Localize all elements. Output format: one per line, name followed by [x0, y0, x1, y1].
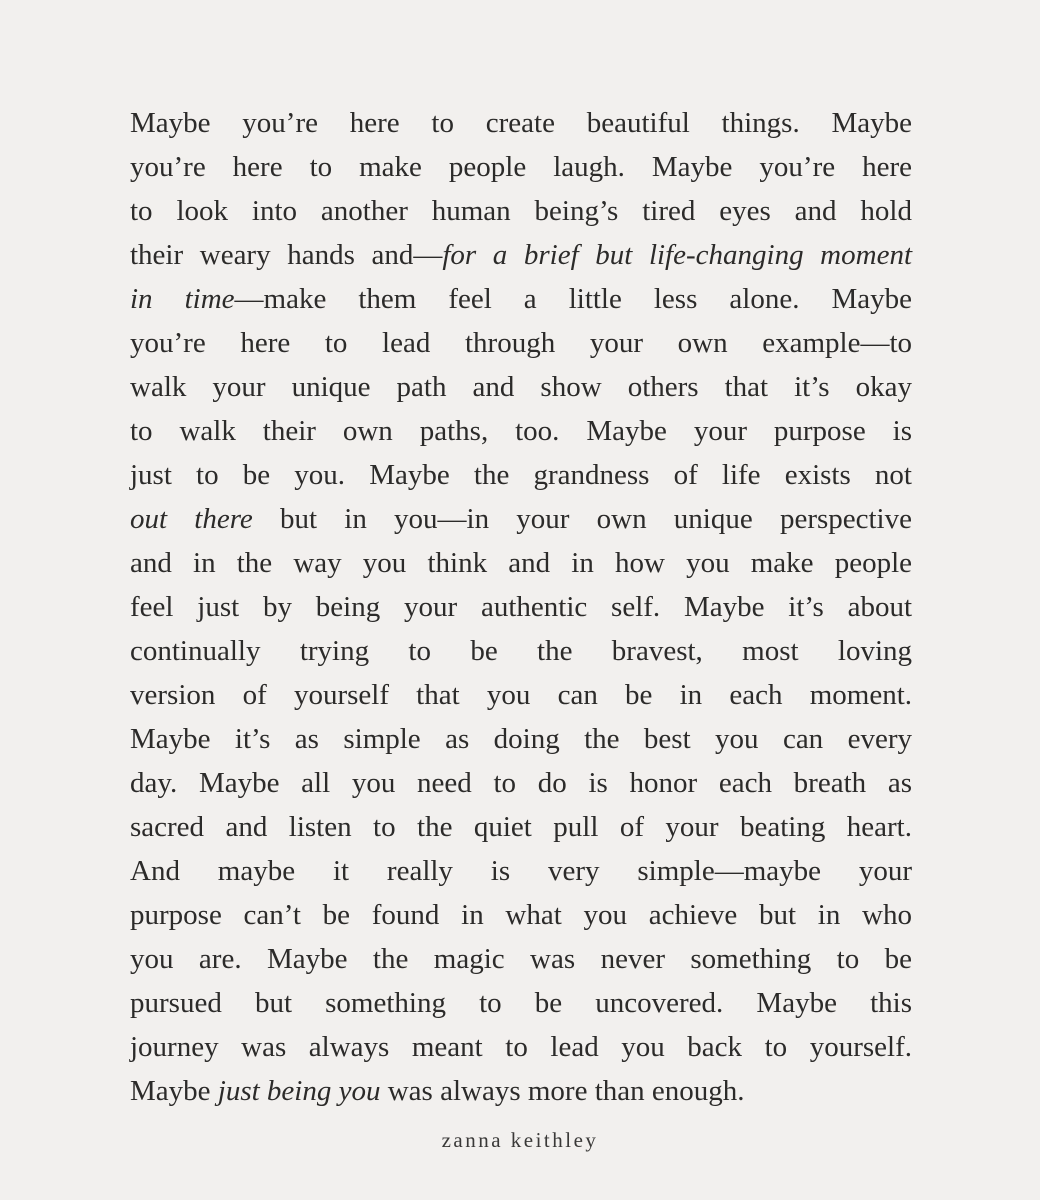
text-run: but in you—in your own unique perspective	[252, 503, 912, 535]
passage-line	[130, 717, 912, 761]
passage-line	[130, 937, 912, 981]
passage-line	[130, 1069, 912, 1113]
text-run: and in the way you think and in how you make people	[130, 547, 912, 579]
passage-line	[130, 893, 912, 937]
text-run: you’re here to make people laugh. Maybe you’re here	[130, 151, 912, 183]
passage-line	[130, 189, 912, 233]
author-name: zanna keithley	[441, 1128, 599, 1152]
text-run: you’re here to lead through your own example—to	[130, 327, 912, 359]
passage-line	[130, 101, 912, 145]
passage-line	[130, 233, 912, 277]
quote-passage	[130, 101, 912, 1113]
passage-line	[130, 145, 912, 189]
text-run: continually trying to be the bravest, most loving	[130, 635, 912, 667]
text-run: to look into another human being’s tired eyes and hold	[130, 195, 912, 227]
text-run: their weary hands and—	[130, 239, 443, 271]
italic-phrase: out there	[130, 503, 253, 535]
passage-line	[130, 541, 912, 585]
text-run: journey was always meant to lead you back to yourself.	[130, 1031, 912, 1063]
passage-line	[130, 277, 912, 321]
passage-line	[130, 849, 912, 893]
text-run: sacred and listen to the quiet pull of your beating heart.	[130, 811, 912, 843]
passage-line	[130, 981, 912, 1025]
passage-line	[130, 321, 912, 365]
text-run: walk your unique path and show others that it’s okay	[130, 371, 912, 403]
passage-line	[130, 805, 912, 849]
text-run: feel just by being your authentic self. Maybe it’s about	[130, 591, 912, 623]
text-run: pursued but something to be uncovered. Maybe this	[130, 987, 912, 1019]
text-run: —make them feel a little less alone. Maybe	[234, 283, 912, 315]
passage-line	[130, 497, 912, 541]
text-run: Maybe it’s as simple as doing the best you can every	[130, 723, 912, 755]
passage-line	[130, 673, 912, 717]
passage-line	[130, 365, 912, 409]
text-run: version of yourself that you can be in each moment.	[130, 679, 912, 711]
passage-line	[130, 629, 912, 673]
text-run: you are. Maybe the magic was never something to be	[130, 943, 912, 975]
passage-line	[130, 453, 912, 497]
passage-line	[130, 761, 912, 805]
italic-phrase: just being you	[217, 1075, 381, 1107]
text-run: Maybe	[130, 1075, 218, 1107]
text-run: was always more than enough.	[380, 1075, 745, 1107]
text-run: day. Maybe all you need to do is honor each breath as	[130, 767, 912, 799]
text-run: just to be you. Maybe the grandness of life exists not	[130, 459, 912, 491]
text-run: to walk their own paths, too. Maybe your purpose is	[130, 415, 912, 447]
text-run: Maybe you’re here to create beautiful things. Maybe	[130, 107, 912, 139]
italic-phrase: for a brief but life-changing moment	[442, 239, 912, 271]
italic-phrase: in time	[130, 283, 235, 315]
passage-line	[130, 1025, 912, 1069]
text-run: And maybe it really is very simple—maybe your	[130, 855, 912, 887]
text-run: purpose can’t be found in what you achieve but in who	[130, 899, 912, 931]
passage-line	[130, 585, 912, 629]
passage-line	[130, 409, 912, 453]
